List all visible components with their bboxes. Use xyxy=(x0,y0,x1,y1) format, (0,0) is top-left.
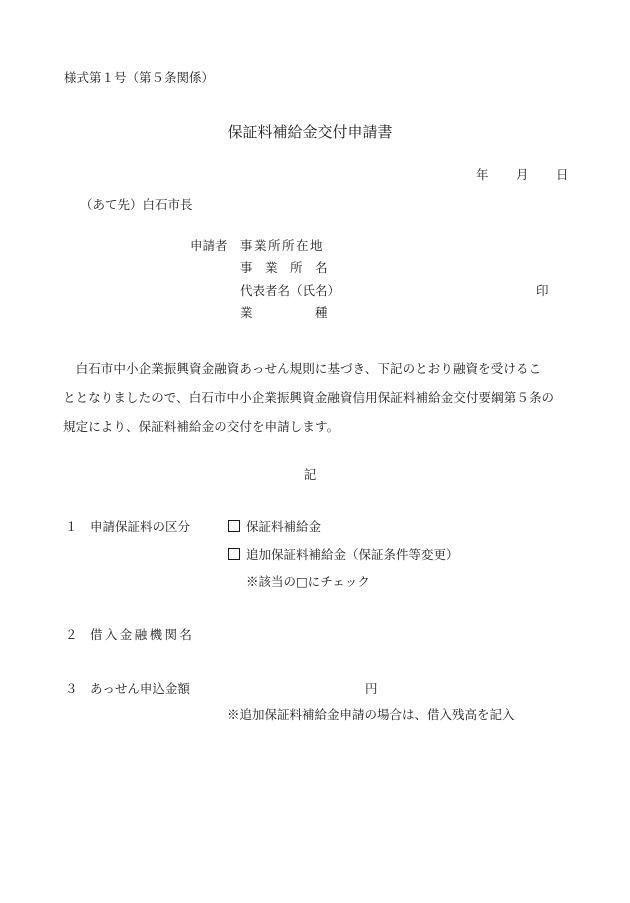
check-note: ※該当の□にチェック xyxy=(246,574,370,589)
date-year: 年 xyxy=(476,167,489,182)
body-line: 白石市中小企業振興資金融資あっせん規則に基づき、下記のとおり融資を受けるこ xyxy=(63,361,542,376)
date-day: 日 xyxy=(556,167,569,182)
ki-heading: 記 xyxy=(303,467,317,482)
option-label: 追加保証料補給金（保証条件等変更） xyxy=(246,547,459,562)
balance-note: ※追加保証料補給金申請の場合は、借入残高を記入 xyxy=(227,707,515,722)
seal-mark: 印 xyxy=(536,283,549,298)
item-2-label: 借入金融機関名 xyxy=(90,627,195,642)
field-business-type: 業 種 xyxy=(240,305,328,320)
body-line: 規定により、保証料補給金の交付を申請します。 xyxy=(63,419,340,434)
item-3-number: ３ xyxy=(65,681,78,696)
field-business-address: 事業所所在地 xyxy=(240,238,325,253)
item-1-label: 申請保証料の区分 xyxy=(90,519,191,534)
form-number: 様式第１号（第５条関係） xyxy=(64,70,215,85)
item-2-number: ２ xyxy=(65,627,78,642)
document-title: 保証料補給金交付申請書 xyxy=(227,123,393,141)
body-paragraph xyxy=(63,354,563,441)
yen-unit: 円 xyxy=(365,681,378,696)
checkbox-icon[interactable] xyxy=(228,520,240,532)
addressee: （あて先）白石市長 xyxy=(80,197,193,212)
body-line: ととなりましたので、白石市中小企業振興資金融資信用保証料補給金交付要綱第５条の xyxy=(63,390,555,405)
field-business-name: 事 業 所 名 xyxy=(240,260,328,275)
item-1-number: １ xyxy=(65,519,78,534)
checkbox-icon[interactable] xyxy=(228,548,240,560)
item-3-label: あっせん申込金額 xyxy=(90,681,190,696)
option-guarantee-subsidy[interactable] xyxy=(228,517,321,535)
date-month: 月 xyxy=(516,167,529,182)
field-representative-name: 代表者名（氏名） xyxy=(240,283,341,298)
applicant-label: 申請者 xyxy=(190,238,228,253)
option-label: 保証料補給金 xyxy=(246,519,322,534)
option-additional-guarantee-subsidy[interactable] xyxy=(228,545,459,563)
